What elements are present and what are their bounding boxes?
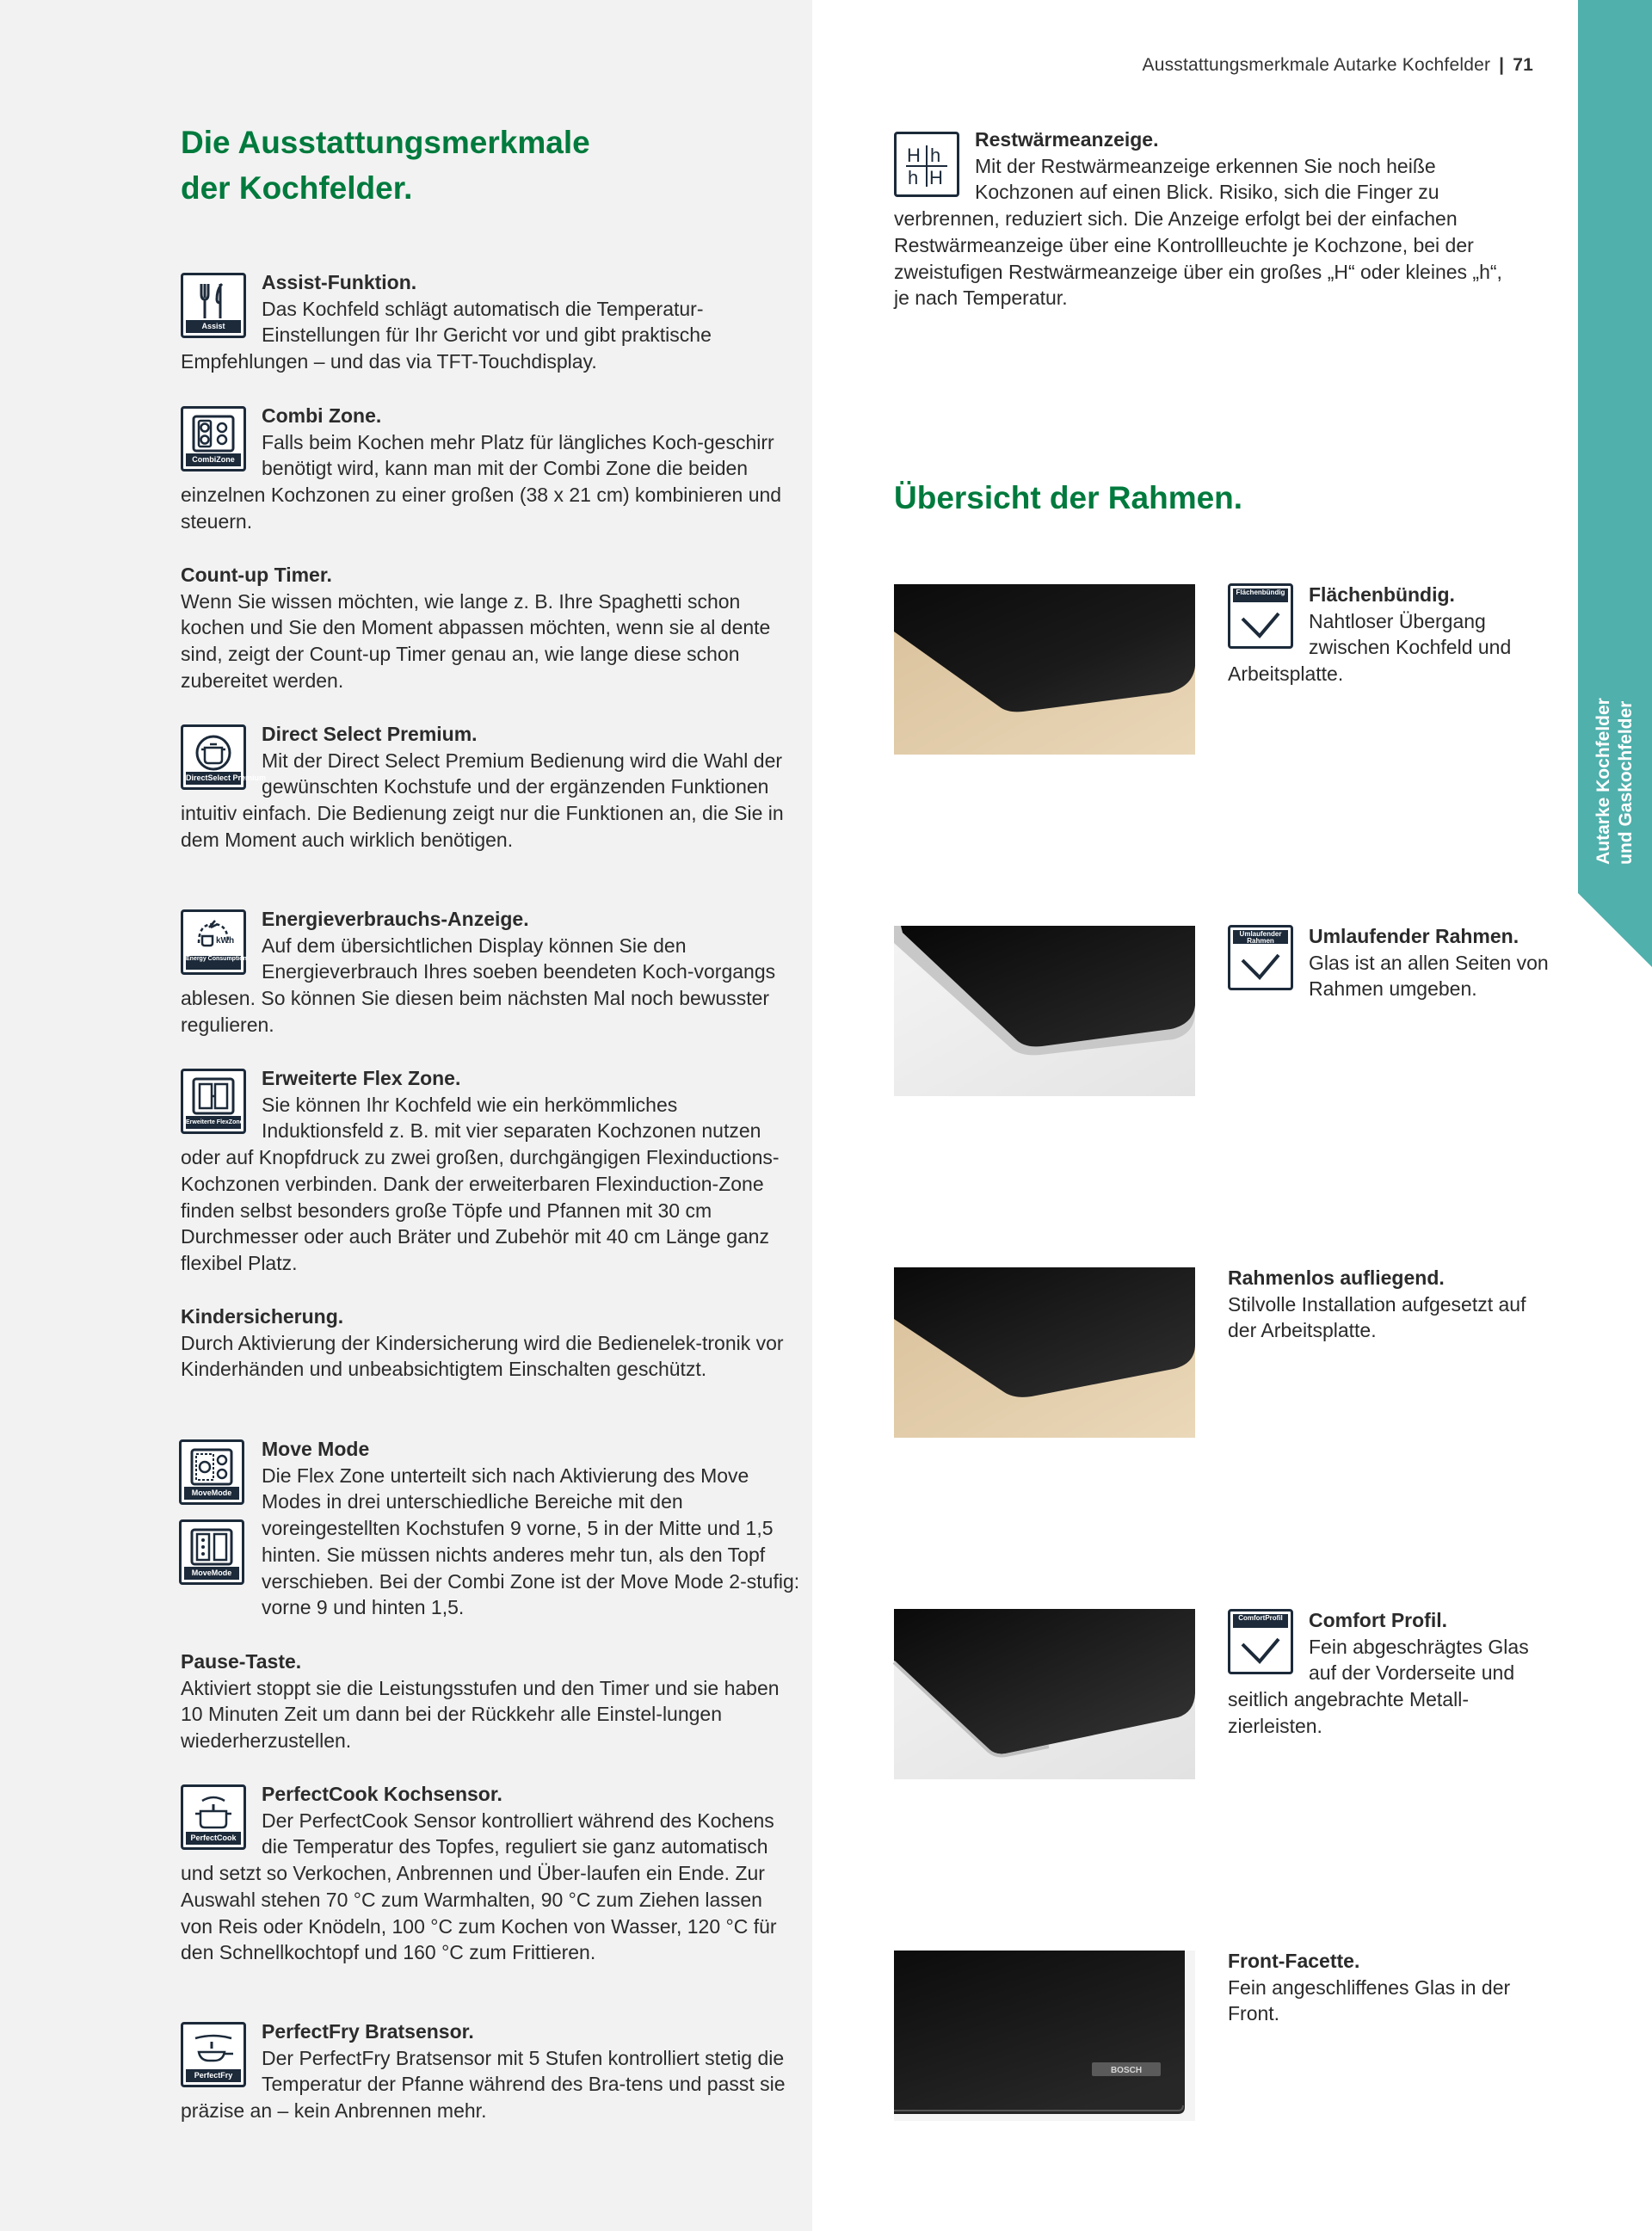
combi-zone-icon: CombiZone [181, 406, 246, 471]
pot-sensor-icon: PerfectCook [181, 1784, 246, 1850]
surround-frame-icon: Umlaufender Rahmen [1228, 925, 1293, 990]
frame-comfort-profile [1228, 1607, 1555, 1740]
feature-energy-display [181, 906, 793, 1038]
energy-consumption-icon: kWh Energy Consumption [181, 909, 246, 975]
frame-text: Fein abgeschrägtes Glas auf der Vorderseite und seitlich angebrachte Metall-zierleisten. [1228, 1635, 1529, 1737]
feature-title: Pause-Taste. [181, 1650, 302, 1673]
frame-title: Umlaufender Rahmen. [1309, 925, 1519, 947]
feature-residual-heat [894, 126, 1513, 311]
frame-frameless [1228, 1265, 1555, 1344]
feature-combi-zone [181, 403, 793, 535]
feature-text: Aktiviert stoppt sie die Leistungsstufen und den Timer und sie haben 10 Minuten Zeit um dann bei der Rückkehr alle Einstel-lungen wiederherzustellen. [181, 1676, 780, 1753]
svg-text:h: h [908, 167, 919, 188]
feature-countup-timer [181, 562, 793, 694]
feature-title: Energieverbrauchs-Anzeige. [262, 908, 529, 930]
frameless-image [894, 1267, 1195, 1438]
comfort-profile-icon: ComfortProfil [1228, 1609, 1293, 1674]
svg-text:H: H [907, 145, 921, 166]
feature-title: PerfectCook Kochsensor. [262, 1783, 502, 1805]
frame-surround [1228, 923, 1555, 1002]
cutlery-icon: Assist [181, 273, 246, 338]
feature-text: Durch Aktivierung der Kindersicherung wird die Bedienelek-tronik vor Kinderhänden und unbeabsichtigtem Einschalten geschützt. [181, 1331, 784, 1381]
pan-sensor-icon: PerfectFry [181, 2022, 246, 2087]
svg-text:kWh: kWh [216, 936, 235, 946]
comfort-profile-image [894, 1609, 1195, 1779]
feature-perfectfry [181, 2018, 793, 2124]
feature-perfectcook [181, 1781, 793, 1966]
frame-text: Glas ist an allen Seiten von Rahmen umgeben. [1309, 951, 1549, 1001]
frame-text: Nahtloser Übergang zwischen Kochfeld und Arbeitsplatte. [1228, 609, 1512, 686]
frame-text: Fein angeschliffenes Glas in der Front. [1228, 1975, 1511, 2025]
feature-title: Move Mode [262, 1438, 370, 1460]
side-tab-label: Autarke Kochfelder und Gaskochfelder [1593, 698, 1636, 865]
flush-frame-image [894, 584, 1195, 755]
frame-title: Flächenbündig. [1309, 583, 1455, 606]
feature-text: Der PerfectFry Bratsensor mit 5 Stufen kontrolliert stetig die Temperatur der Pfanne während des Bra-tens und passt sie präzise an – kein Anbrennen mehr. [181, 2046, 786, 2123]
feature-title: PerfectFry Bratsensor. [262, 2020, 474, 2043]
feature-text: Das Kochfeld schlägt automatisch die Temperatur-Einstellungen für Ihr Gericht vor und gibt praktische Empfehlungen – und das via TFT-Touchdisplay. [181, 297, 712, 373]
feature-title: Combi Zone. [262, 404, 382, 427]
feature-pause-button [181, 1649, 793, 1754]
surround-frame-image [894, 926, 1195, 1096]
flush-frame-icon: Flächenbündig [1228, 583, 1293, 649]
move-mode-icon: MoveMode [179, 1439, 244, 1505]
residual-heat-icon [894, 132, 959, 197]
front-facet-image [894, 1951, 1195, 2121]
feature-text: Falls beim Kochen mehr Platz für längliches Koch-geschirr benötigt wird, kann man mit der Combi Zone die beiden einzelnen Kochzonen zu einer großen (38 x 21 cm) kombinieren und steuern. [181, 430, 782, 533]
feature-title: Restwärmeanzeige. [975, 128, 1159, 151]
feature-text: Wenn Sie wissen möchten, wie lange z. B. Ihre Spaghetti schon kochen und Sie den Moment abpassen möchten, wenn sie al dente sind, zeigt der Count-up Timer genau an, wie lange diese schon zubereitet werden. [181, 589, 771, 692]
feature-text: Sie können Ihr Kochfeld wie ein herkömmliches Induktionsfeld z. B. mit vier separaten Kochzonen nutzen oder auf Knopfdruck zu zwei großen, durchgängigen Flexinductions-Kochzonen verbinden. Dank der erweiterbaren Flexinduction-Zone finden selbst besonders große Töpfe und Pfannen mit 30 cm Durchmesser oder auch Bräter und Zubehör mit 40 cm Länge ganz flexibel Platz. [181, 1093, 780, 1274]
svg-text:h: h [930, 145, 941, 166]
brand-logo: BOSCH [1110, 2066, 1143, 2075]
header-separator: | [1499, 55, 1505, 75]
frame-title: Comfort Profil. [1309, 1609, 1447, 1631]
feature-title: Kindersicherung. [181, 1305, 344, 1328]
feature-text: Die Flex Zone unterteilt sich nach Aktivierung des Move Modes in drei unterschiedliche Bereiche mit den voreingestellten Kochstufen 9 vorne, 5 in der Mitte und 1,5 hinten. Sie müssen nichts anderes mehr tun, als den Topf verschieben. Bei der Combi Zone ist der Move Mode 2-stufig: vorne 9 und hinten 1,5. [262, 1464, 800, 1619]
page-number: 71 [1513, 55, 1533, 75]
feature-flex-zone [181, 1065, 793, 1277]
svg-text:H: H [929, 167, 943, 188]
page-title: Die Ausstattungsmerkmale der Kochfelder. [181, 125, 590, 206]
section-title: Ausstattungsmerkmale Autarke Kochfelder [1142, 55, 1491, 75]
feature-text: Auf dem übersichtlichen Display können Sie den Energieverbrauch Ihres soeben beendeten Koch-vorgangs ablesen. So können Sie diesen beim nächsten Mal noch bewusster regulieren. [181, 934, 776, 1036]
frame-text: Stilvolle Installation aufgesetzt auf der Arbeitsplatte. [1228, 1292, 1526, 1342]
feature-move-mode [262, 1436, 804, 1621]
feature-child-lock [181, 1303, 793, 1383]
feature-title: Assist-Funktion. [262, 271, 417, 293]
frames-section-title: Übersicht der Rahmen. [894, 480, 1243, 515]
move-mode-flex-icon: MoveMode [179, 1519, 244, 1585]
feature-text: Mit der Restwärmeanzeige erkennen Sie noch heiße Kochzonen auf einen Blick. Risiko, sich die Finger zu verbrennen, reduziert sich. Die Anzeige erfolgt bei der einfachen Restwärmeanzeige über eine Kontrollleuchte je Kochzone, bei der zweistufigen Restwärmeanzeige über ein großes „H“ oder kleines „h“, je nach Temperatur. [894, 154, 1502, 310]
feature-direct-select [181, 721, 793, 854]
flex-zone-icon: Erweiterte FlexZone [181, 1069, 246, 1134]
feature-title: Count-up Timer. [181, 564, 332, 586]
frame-flush [1228, 582, 1555, 687]
feature-title: Direct Select Premium. [262, 723, 478, 745]
frame-title: Rahmenlos aufliegend. [1228, 1266, 1445, 1289]
page-header [1142, 55, 1533, 76]
pot-icon: DirectSelect Premium [181, 724, 246, 790]
frame-front-facet [1228, 1948, 1555, 2027]
feature-assist [181, 269, 793, 375]
feature-text: Der PerfectCook Sensor kontrolliert während des Kochens die Temperatur des Topfes, reguliert sie ganz automatisch und setzt so Verkochen, Anbrennen und Über-laufen ein Ende. Zur Auswahl stehen 70 °C zum Warmhalten, 90 °C zum Ziehen lassen von Reis oder Knödeln, 100 °C zum Kochen von Wasser, 120 °C für den Schnellkochtopf und 160 °C zum Frittieren. [181, 1809, 777, 1964]
feature-text: Mit der Direct Select Premium Bedienung wird die Wahl der gewünschten Kochstufe und der ergänzenden Funktionen intuitiv einfach. Die Bedienung zeigt nur die Funktionen an, die Sie in dem Moment auch wirklich benötigen. [181, 749, 784, 851]
feature-title: Erweiterte Flex Zone. [262, 1067, 461, 1089]
frame-title: Front-Facette. [1228, 1950, 1360, 1972]
